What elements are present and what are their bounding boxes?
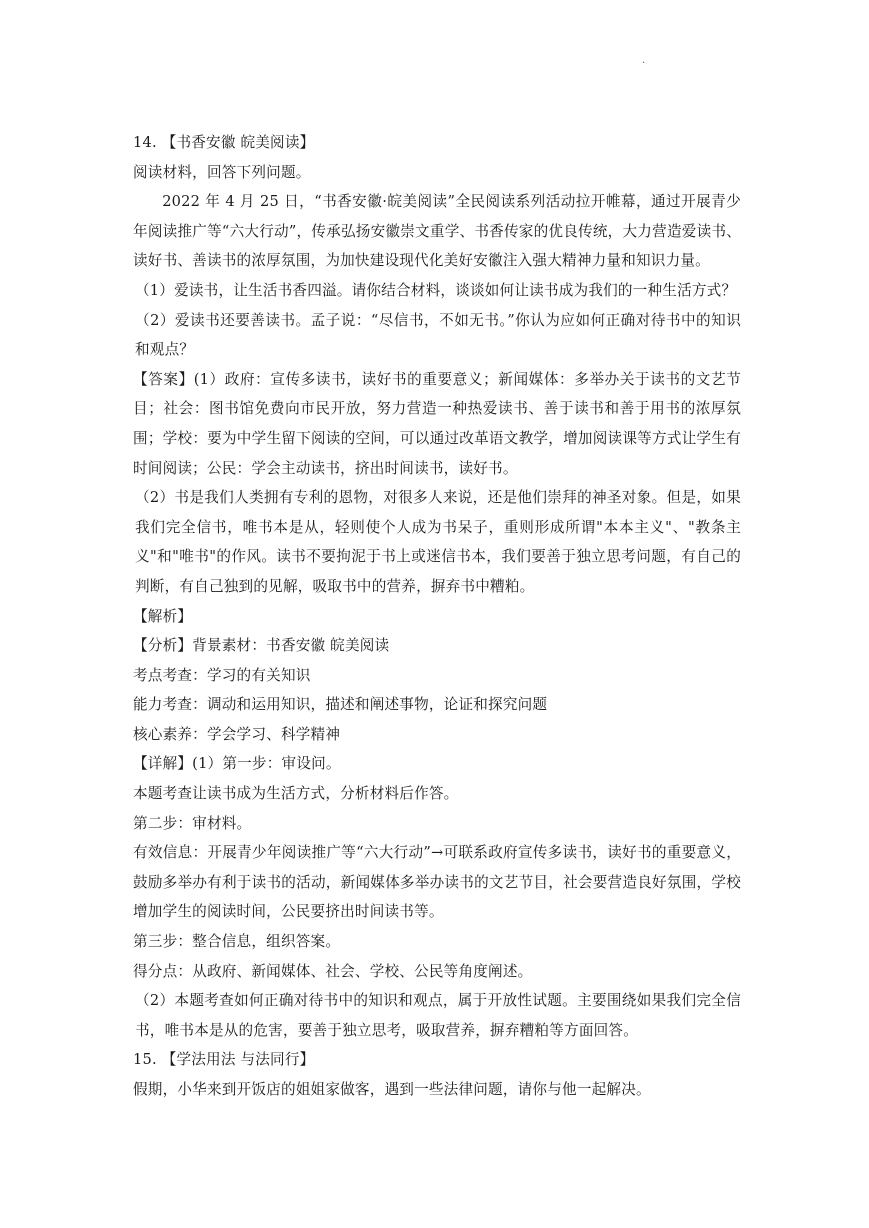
q15-intro: 假期，小华来到开饭店的姐姐家做客，遇到一些法律问题，请你与他一起解决。 [133,1081,651,1098]
q14-material: 2022 年 4 月 25 日，“书香安徽·皖美阅读”全民阅读系列活动拉开帷幕，通过开展青少年阅读推广等“六大行动”，传承弘扬安徽崇文重学、书香传家的优良传统，大力营造爱读书、读好书、善读书的浓厚氛围，为加快建设现代化美好安徽注入强大精神力量和知识力量。 [133,193,741,270]
q14-detail-step3-text: 得分点：从政府、新闻媒体、社会、学校、公民等角度阐述。 [133,962,533,980]
q14-title: 14. 【书香安徽 皖美阅读】 [133,134,315,151]
q14-detail-step2: 第二步：审材料。 [133,814,252,832]
q15-title: 15. 【学法用法 与法同行】 [133,1051,315,1069]
q14-detail-step1: 【详解】(1）第一步：审设问。 [133,755,341,773]
q14-detail-step1-text: 本题考查让读书成为生活方式，分析材料后作答。 [133,785,459,803]
q14-answer-1: 【答案】(1）政府：宣传多读书，读好书的重要意义；新闻媒体：多举办关于读书的文艺节目；社会：图书馆免费向市民开放，努力营造一种热爱读书、善于读书和善于用书的浓厚氛围；学校：要为中学生留下阅读的空间，可以通过改革语文教学，增加阅读课等方式让学生有时间阅读；公民：学会主动读书，挤出时间读书，读好书。 [133,370,741,477]
q14-detail-step3: 第三步：整合信息，组织答案。 [133,933,341,951]
q14-analysis-background: 【分析】背景素材：书香安徽 皖美阅读 [133,637,390,655]
header-dot: . [642,55,646,66]
q14-detail-step2-text: 有效信息：开展青少年阅读推广等“六大行动”→可联系政府宣传多读书，读好书的重要意义，鼓励多举办有利于读书的活动，新闻媒体多举办读书的文艺节目，社会要营造良好氛围，学校增加学生的阅读时间，公民要挤出时间读书等。 [133,844,741,921]
document-body [133,128,741,1105]
q14-analysis-point: 考点考查：学习的有关知识 [133,666,311,684]
q14-question-1: （1）爱读书，让生活书香四溢。请你结合材料，谈谈如何让读书成为我们的一种生活方式？ [135,281,737,299]
q14-analysis-label: 【解析】 [133,607,193,625]
q14-question-2: （2）爱读书还要善读书。孟子说：“尽信书，不如无书。”你认为应如何正确对待书中的知识和观点？ [135,311,741,359]
q14-analysis-core: 核心素养：学会学习、科学精神 [133,725,341,743]
q14-detail-q2: （2）本题考查如何正确对待书中的知识和观点，属于开放性试题。主要围绕如果我们完全信书，唯书本是从的危害，要善于独立思考，吸取营养，摒弃糟粕等方面回答。 [135,992,741,1039]
q14-instruction: 阅读材料，回答下列问题。 [133,163,311,181]
q14-analysis-ability: 能力考查：调动和运用知识，描述和阐述事物，论证和探究问题 [133,696,548,714]
q14-answer-2: （2）书是我们人类拥有专利的恩物，对很多人来说，还是他们崇拜的神圣对象。但是，如果我们完全信书，唯书本是从，轻则使个人成为书呆子，重则形成所谓"本本主义"、"教条主义"和"唯书"的作风。读书不要拘泥于书上或迷信书本，我们要善于独立思考问题，有自己的判断，有自己独到的见解，吸取书中的营养，摒弃书中糟粕。 [135,489,741,595]
